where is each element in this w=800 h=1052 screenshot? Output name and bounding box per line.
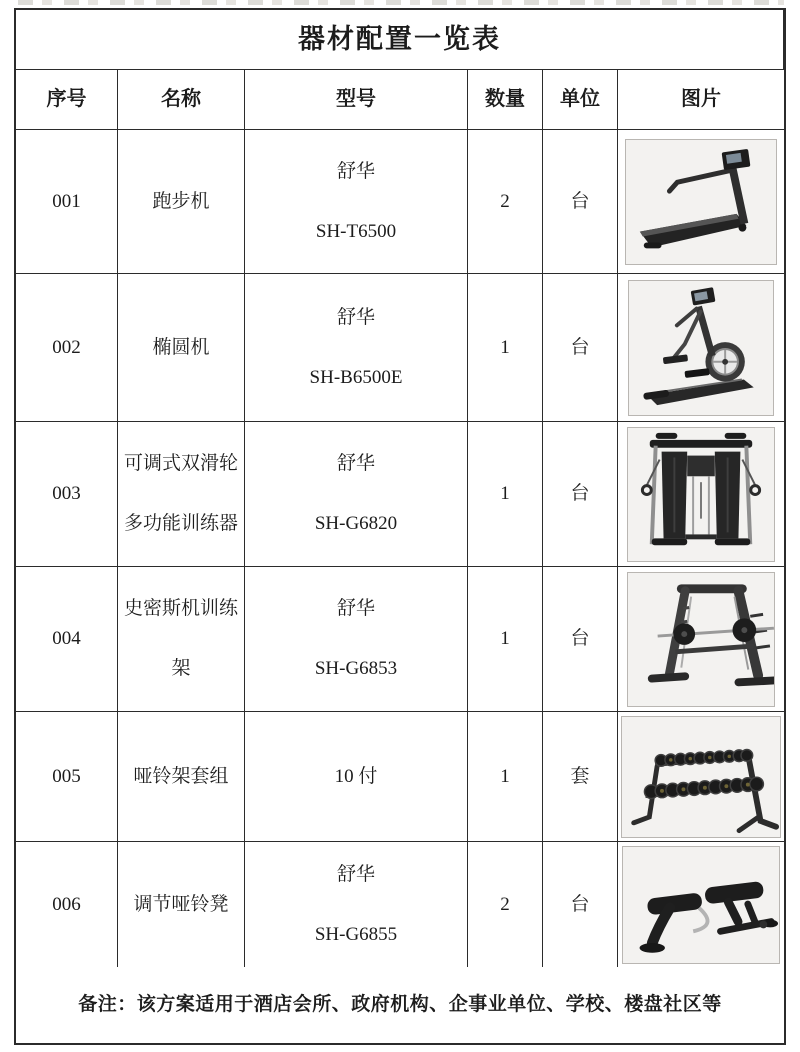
cut-off-text-remnant — [18, 0, 784, 5]
elliptical-photo — [628, 280, 774, 416]
cell-no: 001 — [16, 130, 118, 274]
cell-name: 跑步机 — [118, 130, 245, 274]
smith-machine-icon — [628, 573, 774, 706]
cell-image — [618, 712, 784, 842]
model-line: 舒华 — [336, 863, 375, 885]
model-line: SH-G6853 — [314, 658, 398, 679]
model-line: SH-G6820 — [314, 513, 398, 534]
cell-name: 哑铃架套组 — [118, 712, 245, 842]
dumbbell-rack-photo — [621, 716, 781, 838]
name-line: 史密斯机训练 — [123, 598, 238, 620]
cell-qty: 2 — [468, 842, 543, 967]
cell-model — [245, 422, 468, 567]
cell-unit: 台 — [543, 274, 618, 422]
cell-image — [618, 130, 784, 274]
cell-model — [245, 274, 468, 422]
treadmill-icon — [626, 140, 776, 264]
smith-machine-photo — [627, 572, 775, 707]
model-line: 舒华 — [336, 453, 375, 475]
cell-no: 006 — [16, 842, 118, 967]
model-line: 舒华 — [336, 160, 375, 182]
cell-name: 调节哑铃凳 — [118, 842, 245, 967]
cell-qty: 1 — [468, 567, 543, 712]
adjustable-bench-photo — [622, 846, 780, 964]
cell-image — [618, 842, 784, 967]
elliptical-icon — [629, 281, 773, 415]
cell-unit: 台 — [543, 567, 618, 712]
table-title: 器材配置一览表 — [16, 10, 784, 70]
cell-no: 005 — [16, 712, 118, 842]
cell-qty: 1 — [468, 274, 543, 422]
cell-name: 椭圆机 — [118, 274, 245, 422]
cell-unit: 台 — [543, 422, 618, 567]
col-header-no: 序号 — [16, 70, 118, 130]
cell-no: 004 — [16, 567, 118, 712]
cell-model — [245, 567, 468, 712]
model-line: 舒华 — [336, 306, 375, 328]
col-header-unit: 单位 — [543, 70, 618, 130]
name-line: 多功能训练器 — [123, 513, 238, 534]
name-line: 可调式双滑轮 — [123, 453, 238, 475]
treadmill-photo — [625, 139, 777, 265]
col-header-name: 名称 — [118, 70, 245, 130]
cell-no: 003 — [16, 422, 118, 567]
cell-model: 10 付 — [245, 712, 468, 842]
adjustable-bench-icon — [623, 847, 779, 963]
cell-unit: 台 — [543, 842, 618, 967]
model-line: SH-G6855 — [314, 923, 398, 945]
name-line: 架 — [171, 658, 191, 679]
dumbbell-rack-icon — [622, 717, 780, 837]
cell-no: 002 — [16, 274, 118, 422]
functional-trainer-icon — [628, 428, 774, 561]
model-line: SH-T6500 — [315, 220, 397, 242]
functional-trainer-photo — [627, 427, 775, 562]
model-line: 舒华 — [336, 598, 375, 620]
cell-qty: 1 — [468, 712, 543, 842]
cell-image — [618, 422, 784, 567]
col-header-image: 图片 — [618, 70, 784, 130]
remark-note: 备注：该方案适用于酒店会所、政府机构、企事业单位、学校、楼盘社区等 — [78, 994, 722, 1016]
col-header-qty: 数量 — [468, 70, 543, 130]
cell-name — [118, 422, 245, 567]
cell-model — [245, 842, 468, 967]
col-header-model: 型号 — [245, 70, 468, 130]
cell-image — [618, 567, 784, 712]
cell-unit: 台 — [543, 130, 618, 274]
cell-qty: 2 — [468, 130, 543, 274]
cell-image — [618, 274, 784, 422]
equipment-table — [14, 8, 786, 1045]
model-line: SH-B6500E — [309, 366, 403, 388]
cell-unit: 套 — [543, 712, 618, 842]
cell-model — [245, 130, 468, 274]
cell-name — [118, 567, 245, 712]
cell-qty: 1 — [468, 422, 543, 567]
